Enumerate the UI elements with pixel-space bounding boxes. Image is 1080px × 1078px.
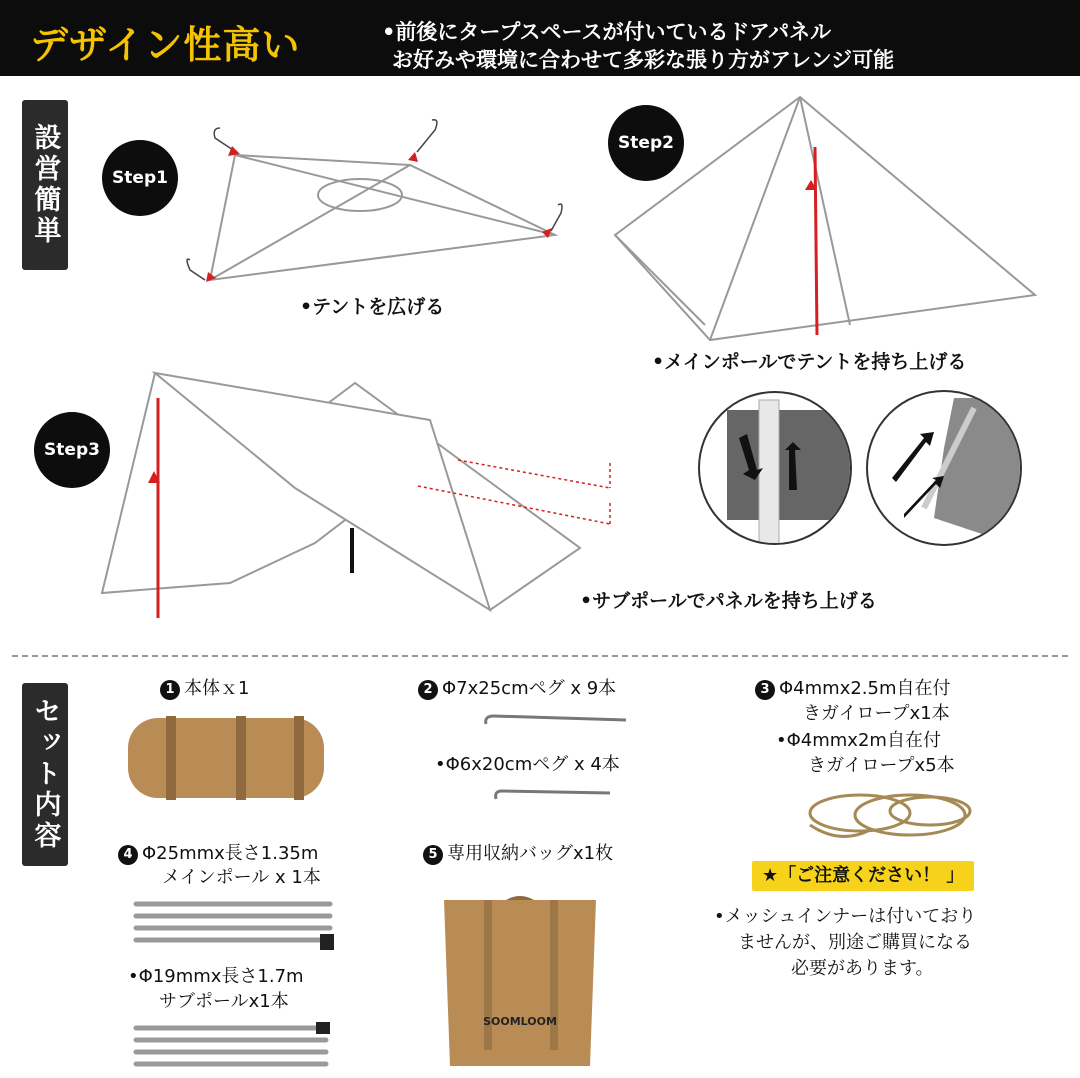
- item-tent-body: 1 本体ｘ1: [160, 677, 249, 701]
- peg-large-image: [480, 706, 630, 730]
- main-pole-detail-illustration: [697, 390, 853, 546]
- step2-caption: •メインポールでテントを持ち上げる: [652, 351, 967, 373]
- storage-bag-image: [440, 880, 600, 1070]
- item-guy-rope-long: 3 Φ4mmx2.5m自在付: [755, 677, 951, 701]
- peg-small-image: [490, 783, 614, 803]
- step2-badge: Step2: [608, 105, 684, 181]
- item-main-pole-line2: メインポール x 1本: [162, 867, 321, 888]
- warning-badge: ★「ご注意ください！ 」: [752, 861, 974, 891]
- item-guy-rope-short-line2: きガイロープx5本: [808, 755, 955, 776]
- item-sub-pole-line2: サブポールx1本: [159, 991, 289, 1012]
- header-feature-line-2: お好みや環境に合わせて多彩な張り方がアレンジ可能: [392, 48, 895, 72]
- step3-badge: Step3: [34, 412, 110, 488]
- step1-tent-illustration: [170, 110, 590, 300]
- sub-pole-detail-illustration: [864, 388, 1024, 548]
- setup-section-label: 設営簡単: [22, 100, 68, 270]
- item-peg-large: 2 Φ7x25cmペグ x 9本: [418, 677, 616, 701]
- step1-badge: Step1: [102, 140, 178, 216]
- item-peg-small: •Φ6x20cmペグ x 4本: [435, 754, 620, 775]
- note-line-2: ませんが、別途ご購買になる: [738, 932, 972, 953]
- tent-bag-image: [126, 712, 328, 802]
- sub-pole-image: [130, 1022, 340, 1072]
- step1-caption: •テントを広げる: [300, 296, 445, 318]
- item-guy-rope-short: •Φ4mmx2m自在付: [776, 730, 941, 751]
- note-line-3: 必要があります。: [791, 958, 934, 979]
- header-title: デザイン性高い: [30, 23, 301, 67]
- main-pole-image: [130, 898, 340, 954]
- section-divider: [12, 655, 1068, 657]
- step3-caption: •サブポールでパネルを持ち上げる: [580, 590, 877, 612]
- contents-section-label: セット内容: [22, 683, 68, 866]
- header-feature-line-1: •前後にタープスペースが付いているドアパネル: [382, 20, 832, 44]
- item-sub-pole: •Φ19mmx長さ1.7m: [128, 966, 304, 987]
- bag-brand-logo: SOOMLOOM: [483, 1015, 557, 1028]
- item-main-pole: 4 Φ25mmx長さ1.35m: [118, 842, 318, 866]
- item-storage-bag: 5 専用収納バッグx1枚: [423, 842, 613, 866]
- note-line-1: •メッシュインナーは付いており: [714, 906, 977, 927]
- guy-rope-image: [800, 785, 980, 845]
- item-guy-rope-long-line2: きガイロープx1本: [803, 703, 950, 724]
- step3-tent-illustration: [100, 368, 620, 628]
